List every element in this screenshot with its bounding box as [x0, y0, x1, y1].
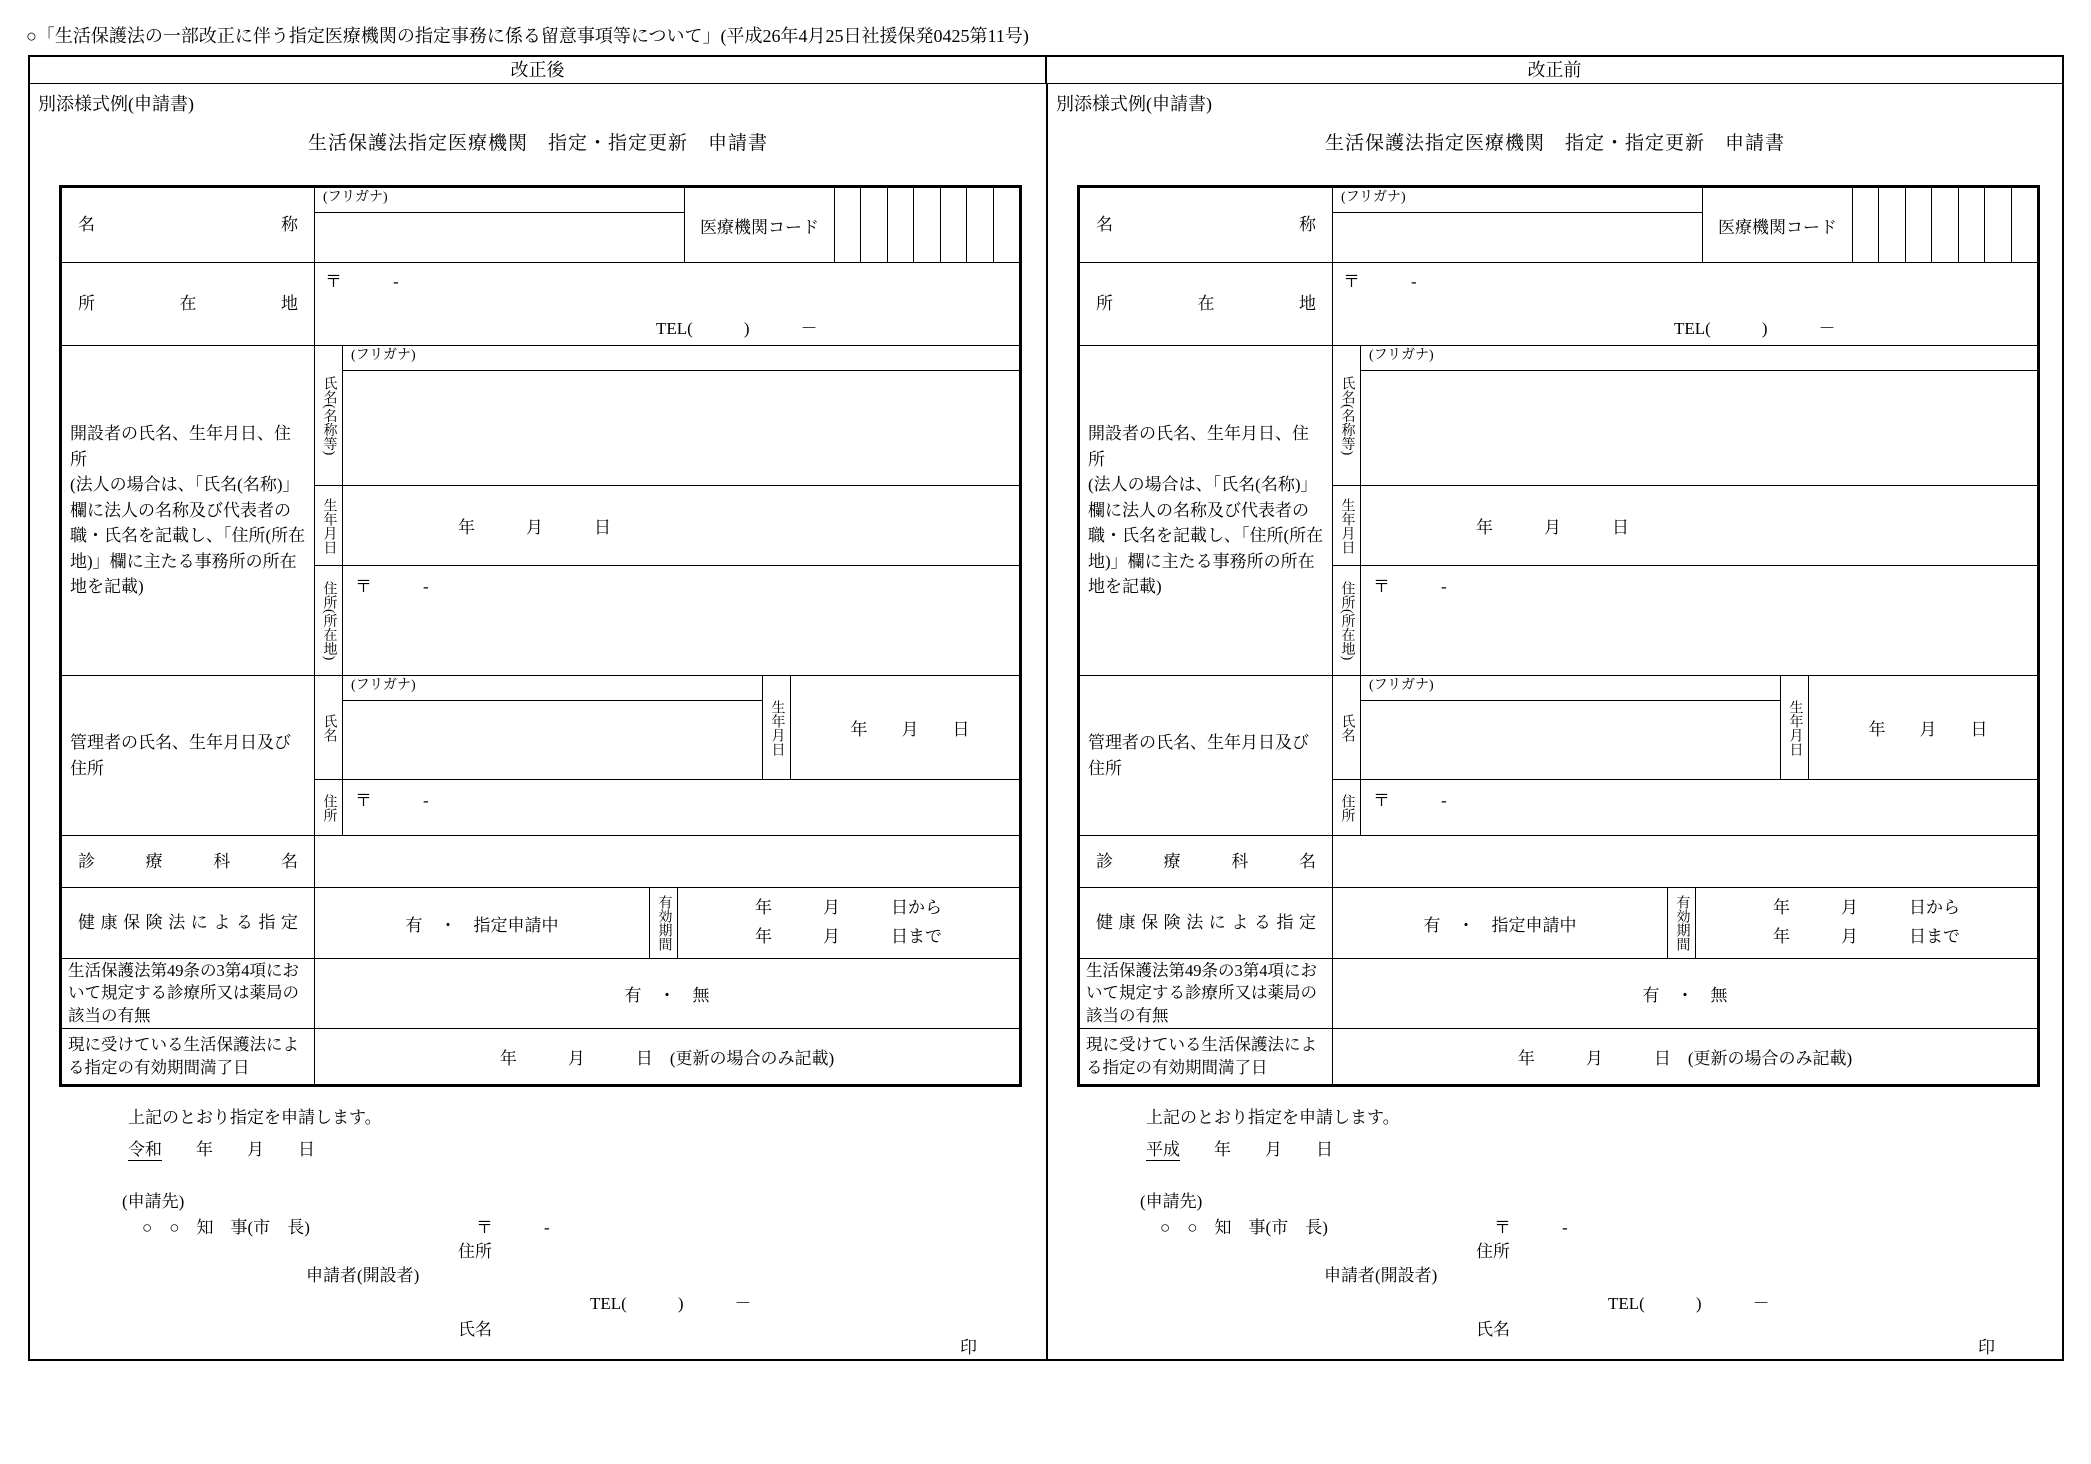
date-suffix: 年 月 日 — [162, 1140, 315, 1159]
insurance-label: 健康保険法による指定 — [78, 913, 298, 933]
manager-label-cell — [62, 676, 315, 835]
expiry-field: 年 月 日 (更新の場合のみ記載) — [499, 1049, 835, 1068]
postal-mark: 〒 - — [355, 577, 429, 596]
date-line — [128, 1135, 315, 1160]
founder-birth-strip: 生年月日 — [315, 486, 343, 565]
founder-name-strip: 氏名(名称等) — [315, 346, 343, 485]
founder-label-line2: (法人の場合は、「氏名(名称)」欄に法人の名称及び代表者の職・氏名を記載し、「住所(所在地)」欄に主たる事務所の所在地を記載) — [1088, 475, 1324, 597]
manager-label: 管理者の氏名、生年月日及び住所 — [70, 733, 291, 778]
manager-label-cell — [1080, 676, 1333, 835]
insurance-label-cell — [62, 888, 315, 958]
code-box — [861, 188, 887, 262]
insurance-row — [62, 888, 1019, 959]
code-box — [1853, 188, 1879, 262]
valid-period-strip: 有効期間 — [650, 888, 678, 958]
manager-address-strip: 住所 — [1333, 780, 1361, 835]
founder-row — [62, 346, 1019, 676]
founder-name-field — [343, 371, 1019, 485]
name-input-cell — [1333, 188, 1703, 262]
furigana-label: (フリガナ) — [1361, 676, 1780, 701]
insurance-choice: 有 ・ 指定申請中 — [315, 888, 650, 958]
name-row — [62, 188, 1019, 263]
tel-label: TEL( ) － — [1674, 319, 1836, 338]
declaration-text: 上記のとおり指定を申請します。 — [1146, 1108, 1400, 1127]
founder-address-strip: 住所(所在地) — [1333, 566, 1361, 675]
application-form-table — [59, 185, 1022, 1087]
founder-label-line2: (法人の場合は、「氏名(名称)」欄に法人の名称及び代表者の職・氏名を記載し、「住所(所在地)」欄に主たる事務所の所在地を記載) — [70, 475, 306, 597]
code-box — [1985, 188, 2011, 262]
postal-mark: 〒 - — [325, 272, 399, 291]
furigana-label: (フリガナ) — [343, 676, 762, 701]
applicant-label: 申請者(開設者) — [306, 1266, 420, 1285]
department-field — [315, 836, 1019, 887]
founder-name-strip: 氏名(名称等) — [1333, 346, 1361, 485]
attachment-note: 別添様式例(申請書) — [38, 94, 194, 114]
location-label-cell — [62, 263, 315, 345]
postal-mark: 〒 - — [355, 791, 429, 810]
location-row — [62, 263, 1019, 346]
date-suffix: 年 月 日 — [1180, 1140, 1333, 1159]
postal-mark: 〒 - — [1343, 272, 1417, 291]
manager-row — [1080, 676, 2037, 836]
comparison-table — [28, 55, 2064, 1361]
manager-name-subrow — [1333, 676, 2037, 780]
furigana-label: (フリガナ) — [343, 346, 1019, 371]
article49-label-cell — [1080, 959, 1333, 1028]
form-title: 生活保護法指定医療機関 指定・指定更新 申請書 — [1324, 133, 1785, 154]
code-box — [1959, 188, 1985, 262]
name-label: 氏名 — [1476, 1320, 1510, 1339]
application-form-table — [1077, 185, 2040, 1087]
code-box — [835, 188, 861, 262]
manager-name-field — [343, 701, 762, 779]
era-label: 平成 — [1146, 1140, 1180, 1159]
manager-row — [62, 676, 1019, 836]
code-box — [1932, 188, 1958, 262]
applicant-label: 申請者(開設者) — [1324, 1266, 1438, 1285]
department-label: 診療科名 — [78, 851, 298, 871]
name-input-cell — [315, 188, 685, 262]
addressee-line: ○ ○ 知 事(市 長) — [1160, 1218, 1328, 1237]
founder-birth-subrow — [1333, 486, 2037, 566]
era-label: 令和 — [128, 1140, 162, 1159]
medical-code-boxes — [835, 188, 1019, 262]
article49-label: 生活保護法第49条の3第4項において規定する診療所又は薬局の該当の有無 — [1086, 961, 1317, 1025]
code-box — [888, 188, 914, 262]
header-after: 改正後 — [510, 60, 565, 80]
founder-birth-strip: 生年月日 — [1333, 486, 1361, 565]
insurance-row — [1080, 888, 2037, 959]
insurance-label: 健康保険法による指定 — [1096, 913, 1316, 933]
name-blank-field — [1333, 213, 1702, 262]
panel-before — [1046, 84, 2062, 1359]
founder-name-subrow — [315, 346, 1019, 486]
expiry-field: 年 月 日 (更新の場合のみ記載) — [1517, 1049, 1853, 1068]
department-label-cell — [1080, 836, 1333, 887]
addressee-note: (申請先) — [122, 1192, 185, 1211]
name-label: 氏名 — [458, 1320, 492, 1339]
article49-label: 生活保護法第49条の3第4項において規定する診療所又は薬局の該当の有無 — [68, 961, 299, 1025]
manager-address-strip: 住所 — [315, 780, 343, 835]
tel-label: TEL( ) － — [1608, 1294, 1770, 1313]
valid-period-from: 年 月 日から — [1773, 898, 1960, 918]
founder-name-subrow — [1333, 346, 2037, 486]
name-label: 名称 — [1096, 215, 1316, 235]
code-box — [941, 188, 967, 262]
valid-period-strip: 有効期間 — [1668, 888, 1696, 958]
expiry-row — [62, 1029, 1019, 1084]
valid-period-to: 年 月 日まで — [755, 927, 942, 946]
location-field — [315, 263, 1019, 345]
postal-mark: 〒 - — [1373, 791, 1447, 810]
seal-mark: 印 — [1978, 1338, 1995, 1357]
form-footer — [1048, 1087, 2062, 1357]
location-label: 所在地 — [78, 294, 298, 314]
founder-label-line1: 開設者の氏名、生年月日、住所 — [70, 424, 291, 469]
valid-period-field — [678, 888, 1019, 958]
article49-label-cell — [62, 959, 315, 1028]
founder-birth-subrow — [315, 486, 1019, 566]
valid-period-to: 年 月 日まで — [1773, 927, 1960, 946]
date-line — [1146, 1135, 1333, 1160]
manager-name-subrow — [315, 676, 1019, 780]
panel-after — [30, 84, 1046, 1359]
insurance-label-cell — [1080, 888, 1333, 958]
founder-birth-field: 年 月 日 — [458, 518, 611, 537]
attachment-note: 別添様式例(申請書) — [1056, 94, 1212, 114]
name-label-cell — [62, 188, 315, 262]
comparison-header-row — [30, 57, 2062, 84]
insurance-choice: 有 ・ 指定申請中 — [1333, 888, 1668, 958]
location-label-cell — [1080, 263, 1333, 345]
founder-label-line1: 開設者の氏名、生年月日、住所 — [1088, 424, 1309, 469]
manager-name-strip: 氏名 — [315, 676, 343, 779]
article49-choice: 有 ・ 無 — [624, 986, 710, 1005]
founder-row — [1080, 346, 2037, 676]
postal-mark: 〒 - — [476, 1218, 550, 1237]
expiry-label-cell — [62, 1029, 315, 1084]
manager-birth-field: 年 月 日 — [850, 720, 970, 739]
expiry-row — [1080, 1029, 2037, 1084]
name-row — [1080, 188, 2037, 263]
manager-birth-strip: 生年月日 — [1781, 676, 1809, 779]
code-box — [2012, 188, 2037, 262]
founder-name-field — [1361, 371, 2037, 485]
medical-code-label: 医療機関コード — [1703, 188, 1853, 262]
address-label: 住所 — [458, 1242, 492, 1261]
manager-birth-field: 年 月 日 — [1868, 720, 1988, 739]
furigana-label: (フリガナ) — [1361, 346, 2037, 371]
medical-code-label: 医療機関コード — [685, 188, 835, 262]
location-field — [1333, 263, 2037, 345]
header-before: 改正前 — [1045, 57, 2062, 83]
article49-row — [1080, 959, 2037, 1029]
page-heading: ○「生活保護法の一部改正に伴う指定医療機関の指定事務に係る留意事項等について」(平成26年4月25日社援保発0425第11号) — [26, 26, 1029, 46]
location-row — [1080, 263, 2037, 346]
founder-label-cell — [1080, 346, 1333, 675]
tel-label: TEL( ) － — [656, 319, 818, 338]
department-label-cell — [62, 836, 315, 887]
addressee-line: ○ ○ 知 事(市 長) — [142, 1218, 310, 1237]
manager-name-field — [1361, 701, 1780, 779]
seal-mark: 印 — [960, 1338, 977, 1357]
department-row — [1080, 836, 2037, 888]
valid-period-field — [1696, 888, 2037, 958]
code-box — [1906, 188, 1932, 262]
department-row — [62, 836, 1019, 888]
form-title: 生活保護法指定医療機関 指定・指定更新 申請書 — [307, 133, 768, 154]
manager-address-subrow — [315, 780, 1019, 835]
name-label: 名称 — [78, 215, 298, 235]
code-box — [1879, 188, 1905, 262]
postal-mark: 〒 - — [1373, 577, 1447, 596]
manager-name-strip: 氏名 — [1333, 676, 1361, 779]
founder-address-subrow — [315, 566, 1019, 675]
manager-birth-strip: 生年月日 — [763, 676, 791, 779]
furigana-label: (フリガナ) — [1333, 188, 1702, 213]
valid-period-from: 年 月 日から — [755, 898, 942, 918]
addressee-note: (申請先) — [1140, 1192, 1203, 1211]
furigana-label: (フリガナ) — [315, 188, 684, 213]
expiry-label: 現に受けている生活保護法による指定の有効期間満了日 — [1086, 1035, 1317, 1077]
founder-label-cell — [62, 346, 315, 675]
expiry-label-cell — [1080, 1029, 1333, 1084]
declaration-text: 上記のとおり指定を申請します。 — [128, 1108, 382, 1127]
manager-label: 管理者の氏名、生年月日及び住所 — [1088, 733, 1309, 778]
form-footer — [30, 1087, 1046, 1357]
location-label: 所在地 — [1096, 294, 1316, 314]
founder-birth-field: 年 月 日 — [1476, 518, 1629, 537]
tel-label: TEL( ) － — [590, 1294, 752, 1313]
address-label: 住所 — [1476, 1242, 1510, 1261]
code-box — [914, 188, 940, 262]
article49-row — [62, 959, 1019, 1029]
founder-address-strip: 住所(所在地) — [315, 566, 343, 675]
medical-code-boxes — [1853, 188, 2037, 262]
founder-address-subrow — [1333, 566, 2037, 675]
department-field — [1333, 836, 2037, 887]
code-box — [967, 188, 993, 262]
name-blank-field — [315, 213, 684, 262]
expiry-label: 現に受けている生活保護法による指定の有効期間満了日 — [68, 1035, 299, 1077]
code-box — [994, 188, 1019, 262]
department-label: 診療科名 — [1096, 851, 1316, 871]
postal-mark: 〒 - — [1494, 1218, 1568, 1237]
name-label-cell — [1080, 188, 1333, 262]
manager-address-subrow — [1333, 780, 2037, 835]
article49-choice: 有 ・ 無 — [1642, 986, 1728, 1005]
